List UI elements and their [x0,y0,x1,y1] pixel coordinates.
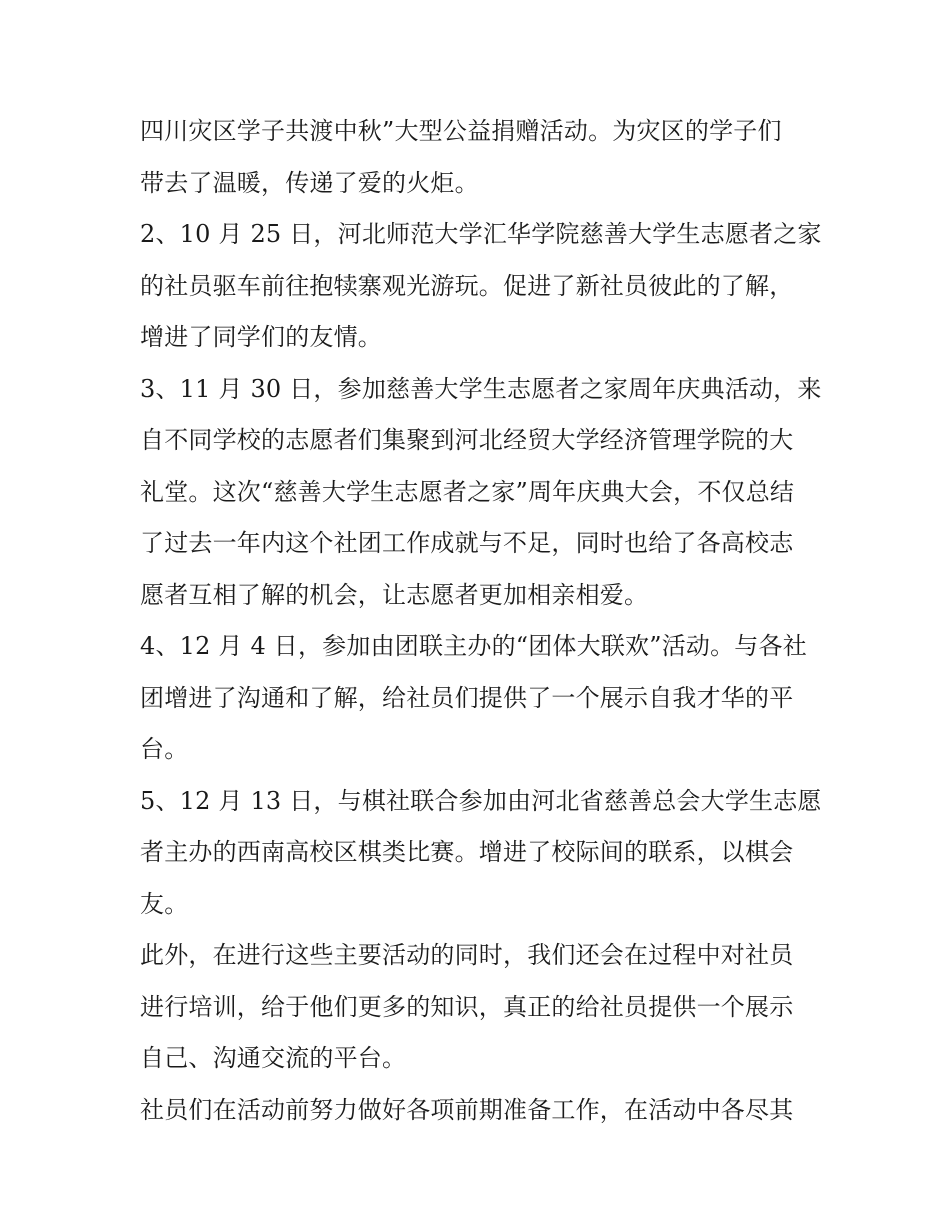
text-line: 的社员驱车前往抱犊寨观光游玩。促进了新社员彼此的了解， [140,271,794,300]
text-line: 4、12 月 4 日，参加由团联主办的“团体大联欢”活动。与各社 [140,632,807,660]
text-line: 者主办的西南高校区棋类比赛。增进了校际间的联系，以棋会 [140,838,794,866]
document-body [140,106,820,1136]
text-line: 了过去一年内这个社团工作成就与不足，同时也给了各高校志 [140,529,794,557]
text-line: 社员们在活动前努力做好各项前期准备工作，在活动中各尽其 [140,1095,794,1124]
text-line: 礼堂。这次“慈善大学生志愿者之家”周年庆典大会，不仅总结 [140,477,795,506]
text-line: 自不同学校的志愿者们集聚到河北经贸大学经济管理学院的大 [140,426,794,454]
text-line: 3、11 月 30 日，参加慈善大学生志愿者之家周年庆典活动，来 [140,374,822,403]
text-line: 带去了温暖，传递了爱的火炬。 [140,168,479,197]
text-line: 5、12 月 13 日，与棋社联合参加由河北省慈善总会大学生志愿 [140,786,822,815]
text-line: 台。 [140,735,189,763]
text-line: 此外，在进行这些主要活动的同时，我们还会在过程中对社员 [140,941,794,969]
text-line: 增进了同学们的友情。 [140,323,382,351]
text-line: 进行培训，给于他们更多的知识，真正的给社员提供一个展示 [140,992,794,1021]
text-line: 四川灾区学子共渡中秋”大型公益捐赠活动。为灾区的学子们 [140,117,782,145]
text-line: 2、10 月 25 日，河北师范大学汇华学院慈善大学生志愿者之家 [140,220,822,248]
text-line: 愿者互相了解的机会，让志愿者更加相亲相爱。 [140,580,649,609]
text-line: 友。 [140,889,189,918]
text-line: 自己、沟通交流的平台。 [140,1044,407,1072]
text-line: 团增进了沟通和了解，给社员们提供了一个展示自我才华的平 [140,683,794,712]
